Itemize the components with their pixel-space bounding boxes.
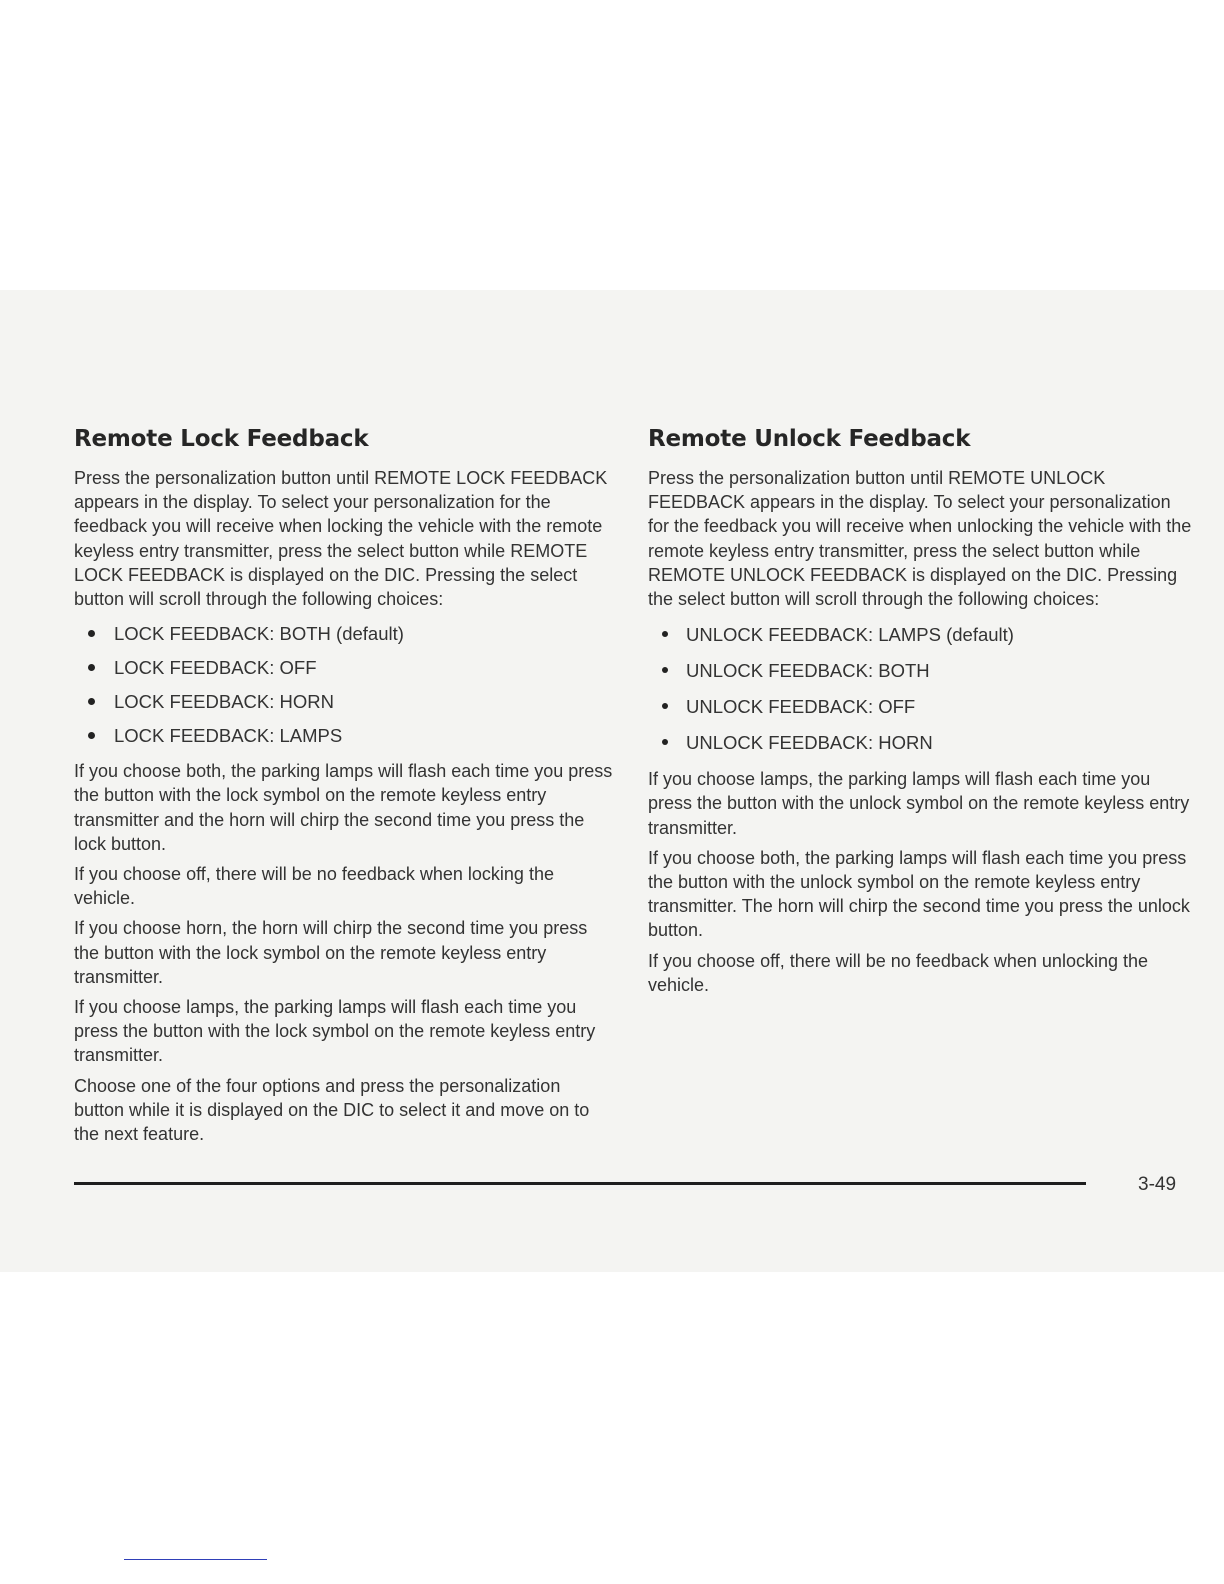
list-item [648, 725, 1193, 761]
intro-paragraph: Press the personalization button until REMOTE LOCK FEEDBACK appears in the display. To select your personalization for the feedback you will receive when locking the vehicle with the remote keyless entry transmitter, press the select button while REMOTE LOCK FEEDBACK is displayed on the DIC. Pressing the select button will scroll through the following choices: [74, 468, 608, 610]
list-item [74, 685, 614, 719]
list-item [74, 651, 614, 685]
body-paragraph: If you choose off, there will be no feedback when locking the vehicle. [74, 864, 554, 909]
body-paragraph: If you choose both, the parking lamps will flash each time you press the button with the lock symbol on the remote keyless entry transmitter and the horn will chirp the second time you press the lock button. [74, 761, 613, 854]
choice-label: UNLOCK FEEDBACK: OFF [686, 696, 916, 718]
body-paragraph: If you choose lamps, the parking lamps will flash each time you press the button with the unlock symbol on the remote keyless entry transmitter. [648, 769, 1190, 838]
choice-label: UNLOCK FEEDBACK: LAMPS (default) [686, 624, 1014, 646]
bullet-icon [88, 698, 95, 705]
choice-label: LOCK FEEDBACK: LAMPS [114, 725, 343, 747]
list-item [648, 617, 1193, 653]
footer-rule [74, 1182, 1086, 1185]
choices-list [648, 617, 1193, 761]
bullet-icon [662, 739, 668, 745]
bullet-icon [662, 631, 668, 637]
body-paragraph: If you choose off, there will be no feedback when unlocking the vehicle. [648, 950, 1148, 995]
link-underline[interactable] [124, 1559, 267, 1560]
choice-label: LOCK FEEDBACK: OFF [114, 657, 317, 679]
body-paragraph: If you choose lamps, the parking lamps will flash each time you press the button with the lock symbol on the remote keyless entry transmitter. [74, 997, 596, 1066]
body-paragraph: If you choose both, the parking lamps will flash each time you press the button with the unlock symbol on the remote keyless entry transmitter. The horn will chirp the second time you press the unlock button. [648, 847, 1190, 941]
remote-unlock-feedback-section [648, 426, 1193, 1003]
bullet-icon [88, 732, 95, 739]
bullet-icon [662, 667, 668, 673]
choices-list [74, 617, 614, 753]
body-paragraph: If you choose horn, the horn will chirp the second time you press the button with the lock symbol on the remote keyless entry transmitter. [74, 918, 588, 987]
choice-label: UNLOCK FEEDBACK: BOTH [686, 660, 930, 682]
choice-label: LOCK FEEDBACK: HORN [114, 691, 334, 713]
choice-label: LOCK FEEDBACK: BOTH (default) [114, 623, 404, 645]
list-item [74, 617, 614, 651]
bullet-icon [662, 703, 668, 709]
bullet-icon [88, 664, 95, 671]
list-item [74, 719, 614, 753]
bullet-icon [88, 630, 95, 637]
list-item [648, 653, 1193, 689]
body-paragraph: Choose one of the four options and press the personalization button while it is displayed on the DIC to select it and move on to the next feature. [74, 1075, 590, 1145]
remote-lock-feedback-section [74, 426, 614, 1152]
page-number: 3-49 [1138, 1174, 1177, 1195]
intro-paragraph: Press the personalization button until REMOTE UNLOCK FEEDBACK appears in the display. To select your personalization for the feedback you will receive when unlocking the vehicle with the remote keyless entry transmitter, press the select button while REMOTE UNLOCK FEEDBACK is displayed on the DIC. Pressing the select button will scroll through the following choices: [648, 468, 1192, 610]
list-item [648, 689, 1193, 725]
section-heading: Remote Unlock Feedback [648, 426, 971, 452]
section-heading: Remote Lock Feedback [74, 426, 369, 452]
choice-label: UNLOCK FEEDBACK: HORN [686, 732, 933, 754]
